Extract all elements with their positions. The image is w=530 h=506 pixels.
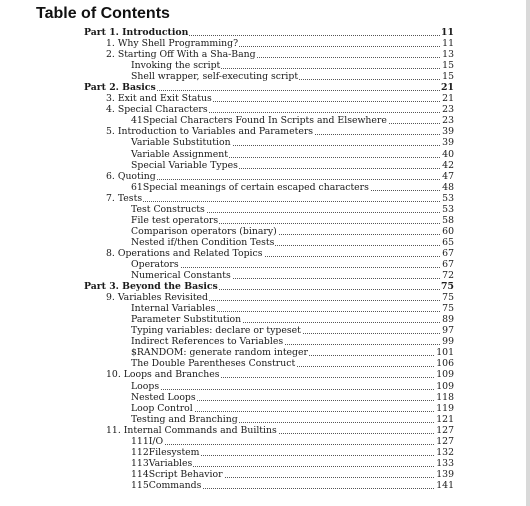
toc-entry-section[interactable]	[0, 160, 530, 171]
toc-entry-section[interactable]	[0, 226, 530, 237]
toc-entry-chapter[interactable]	[0, 369, 530, 380]
toc-entry-chapter[interactable]	[0, 38, 530, 49]
toc-entry-page-number: 47	[442, 170, 454, 182]
toc-entry-label: 115Commands	[131, 479, 202, 491]
toc-entry-page-number: 75	[442, 292, 454, 304]
toc-entry-page-number: 109	[436, 369, 454, 381]
toc-entry-section[interactable]	[0, 303, 530, 314]
toc-entry-label: Special Variable Types	[131, 159, 238, 171]
toc-entry-label: Variable Assignment	[131, 148, 228, 160]
toc-entry-label: 2. Starting Off With a Sha-Bang	[106, 49, 256, 61]
toc-entry-page-number: 21	[441, 82, 454, 94]
toc-entry-page-number: 39	[442, 137, 454, 149]
toc-entry-page-number: 15	[442, 71, 454, 83]
toc-entry-label: Parameter Substitution	[131, 314, 242, 326]
toc-entry-page-number: 119	[436, 402, 454, 414]
toc-entry-label: Shell wrapper, self-executing script	[131, 71, 299, 83]
toc-entry-section[interactable]	[0, 270, 530, 281]
toc-entry-chapter[interactable]	[0, 93, 530, 104]
toc-entry-chapter[interactable]	[0, 171, 530, 182]
toc-entry-label: 61Special meanings of certain escaped characters	[131, 181, 369, 193]
toc-entry-section[interactable]	[0, 71, 530, 82]
toc-entry-label: Testing and Branching	[131, 413, 238, 425]
toc-entry-page-number: 97	[442, 325, 454, 337]
toc-entry-section[interactable]	[0, 403, 530, 414]
toc-entry-page-number: 133	[436, 457, 454, 469]
toc-entry-chapter[interactable]	[0, 292, 530, 303]
toc-list	[0, 27, 530, 491]
toc-entry-label: 41Special Characters Found In Scripts and Elsewhere	[131, 115, 387, 127]
toc-entry-section[interactable]	[0, 392, 530, 403]
toc-entry-page-number: 23	[442, 104, 454, 116]
toc-entry-section[interactable]	[0, 182, 530, 193]
toc-entry-section[interactable]	[0, 115, 530, 126]
toc-entry-label: Part 2. Basics	[84, 82, 156, 94]
toc-entry-label: 10. Loops and Branches	[106, 369, 220, 381]
toc-entry-section[interactable]	[0, 325, 530, 336]
toc-entry-label: Numerical Constants	[131, 270, 231, 282]
toc-entry-page-number: 15	[442, 60, 454, 72]
toc-entry-page-number: 118	[436, 391, 454, 403]
toc-entry-section[interactable]	[0, 336, 530, 347]
toc-entry-page-number: 65	[442, 236, 454, 248]
toc-entry-page-number: 141	[436, 479, 454, 491]
toc-entry-section[interactable]	[0, 60, 530, 71]
toc-entry-section[interactable]	[0, 458, 530, 469]
toc-entry-page-number: 72	[442, 270, 454, 282]
toc-entry-page-number: 75	[442, 303, 454, 315]
toc-entry-page-number: 13	[442, 49, 454, 61]
toc-entry-section[interactable]	[0, 137, 530, 148]
page-title: Table of Contents	[36, 5, 170, 22]
toc-entry-label: Loop Control	[131, 402, 193, 414]
toc-entry-label: Internal Variables	[131, 303, 216, 315]
toc-entry-label: Nested if/then Condition Tests	[131, 236, 275, 248]
toc-entry-label: Loops	[131, 380, 160, 392]
toc-entry-section[interactable]	[0, 237, 530, 248]
toc-entry-page-number: 11	[442, 38, 454, 50]
toc-entry-page-number: 21	[442, 93, 454, 105]
toc-entry-chapter[interactable]	[0, 425, 530, 436]
toc-entry-label: Part 3. Beyond the Basics	[84, 281, 218, 293]
toc-entry-label: Indirect References to Variables	[131, 336, 284, 348]
toc-entry-label: 113Variables	[131, 457, 193, 469]
toc-entry-part[interactable]	[0, 27, 530, 38]
toc-entry-label: Variable Substitution	[131, 137, 231, 149]
toc-entry-part[interactable]	[0, 82, 530, 93]
toc-entry-page-number: 75	[441, 281, 454, 293]
toc-entry-page-number: 67	[442, 247, 454, 259]
toc-entry-label: 11. Internal Commands and Builtins	[106, 424, 277, 436]
toc-entry-label: 5. Introduction to Variables and Parameters	[106, 126, 314, 138]
toc-entry-part[interactable]	[0, 281, 530, 292]
toc-entry-label: Typing variables: declare or typeset	[131, 325, 301, 337]
toc-entry-page-number: 11	[441, 27, 454, 38]
toc-entry-page-number: 60	[442, 225, 454, 237]
toc-entry-label: 114Script Behavior	[131, 468, 223, 480]
toc-entry-page-number: 132	[436, 446, 454, 458]
toc-entry-label: $RANDOM: generate random integer	[131, 347, 308, 359]
toc-entry-label: 111I/O	[131, 435, 164, 447]
toc-entry-section[interactable]	[0, 347, 530, 358]
dot-leader	[106, 201, 454, 202]
toc-entry-section[interactable]	[0, 436, 530, 447]
toc-entry-page-number: 67	[442, 258, 454, 270]
toc-entry-label: The Double Parentheses Construct	[131, 358, 296, 370]
dot-leader	[131, 389, 454, 390]
toc-entry-page-number: 48	[442, 181, 454, 193]
toc-entry-label: 8. Operations and Related Topics	[106, 247, 263, 259]
toc-entry-label: Comparison operators (binary)	[131, 225, 277, 237]
toc-entry-page-number: 127	[436, 435, 454, 447]
toc-entry-label: 112Filesystem	[131, 446, 200, 458]
toc-entry-label: File test operators	[131, 214, 219, 226]
toc-entry-page-number: 99	[442, 336, 454, 348]
toc-entry-page-number: 39	[442, 126, 454, 138]
toc-entry-section[interactable]	[0, 381, 530, 392]
toc-entry-label: Nested Loops	[131, 391, 196, 403]
toc-entry-chapter[interactable]	[0, 193, 530, 204]
toc-entry-page-number: 127	[436, 424, 454, 436]
toc-entry-page-number: 53	[442, 192, 454, 204]
toc-entry-label: 6. Quoting	[106, 170, 156, 182]
toc-entry-label: Invoking the script	[131, 60, 221, 72]
dot-leader	[106, 179, 454, 180]
toc-entry-section[interactable]	[0, 314, 530, 325]
toc-entry-label: Operators	[131, 258, 179, 270]
toc-entry-section[interactable]	[0, 149, 530, 160]
toc-entry-page-number: 23	[442, 115, 454, 127]
dot-leader	[131, 444, 454, 445]
toc-entry-page-number: 40	[442, 148, 454, 160]
toc-entry-label: 4. Special Characters	[106, 104, 208, 116]
toc-entry-label: Test Constructs	[131, 203, 205, 215]
toc-entry-section[interactable]	[0, 469, 530, 480]
toc-entry-page-number: 109	[436, 380, 454, 392]
toc-entry-section[interactable]	[0, 215, 530, 226]
toc-entry-section[interactable]	[0, 259, 530, 270]
toc-entry-section[interactable]	[0, 480, 530, 491]
toc-entry-label: 9. Variables Revisited	[106, 292, 209, 304]
toc-entry-page-number: 53	[442, 203, 454, 215]
toc-entry-label: 7. Tests	[106, 192, 143, 204]
toc-entry-section[interactable]	[0, 204, 530, 215]
toc-entry-chapter[interactable]	[0, 49, 530, 60]
toc-entry-chapter[interactable]	[0, 104, 530, 115]
toc-entry-label: 3. Exit and Exit Status	[106, 93, 212, 105]
toc-entry-chapter[interactable]	[0, 126, 530, 137]
toc-entry-label: Part 1. Introduction	[84, 27, 189, 38]
toc-entry-page-number: 58	[442, 214, 454, 226]
toc-entry-page-number: 42	[442, 159, 454, 171]
toc-entry-page-number: 121	[436, 413, 454, 425]
toc-entry-chapter[interactable]	[0, 248, 530, 259]
toc-entry-section[interactable]	[0, 358, 530, 369]
toc-entry-page-number: 139	[436, 468, 454, 480]
toc-entry-page-number: 101	[436, 347, 454, 359]
toc-entry-label: 1. Why Shell Programming?	[106, 38, 239, 50]
toc-entry-section[interactable]	[0, 447, 530, 458]
toc-entry-page-number: 89	[442, 314, 454, 326]
toc-entry-section[interactable]	[0, 414, 530, 425]
toc-entry-page-number: 106	[436, 358, 454, 370]
